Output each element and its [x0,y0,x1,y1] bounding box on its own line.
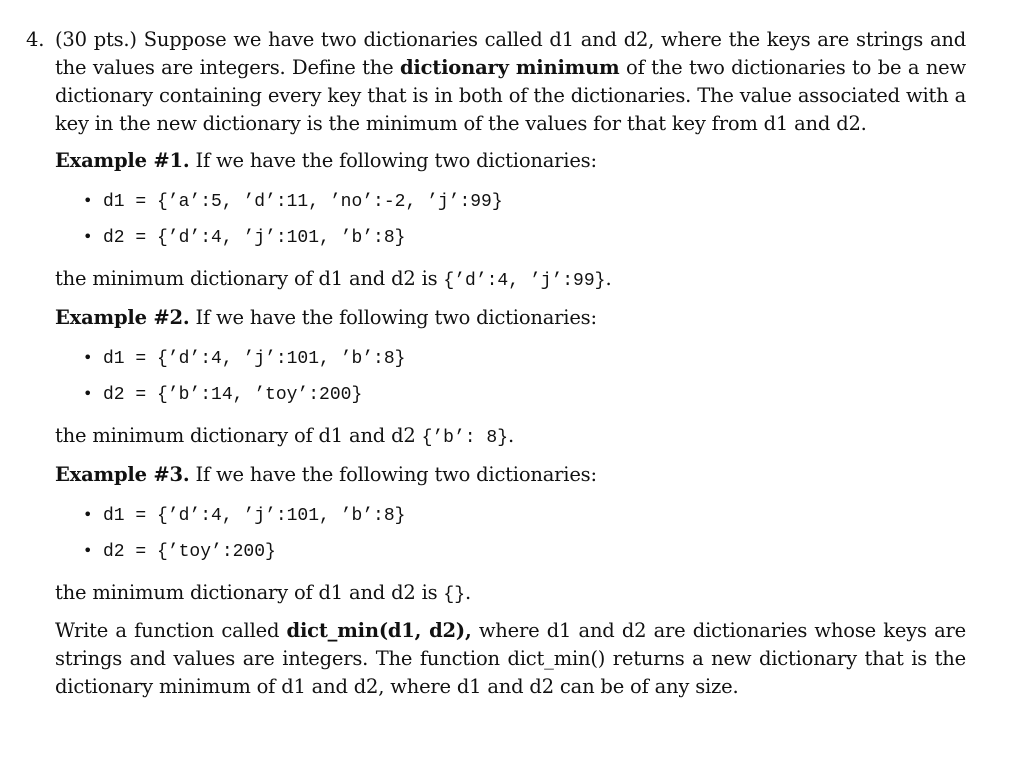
example-1-title: Example #1. [55,149,190,172]
example-2-list [26,340,966,412]
example-3-title: Example #3. [55,463,190,486]
example-3-heading [26,461,966,489]
problem-points: (30 pts.) [55,28,137,51]
example-3-d1-code: d1 = {’d’:4, ’j’:101, ’b’:8} [103,506,406,526]
bullet-icon: • [83,505,93,524]
bullet-icon: • [83,348,93,367]
example-1-result-value: {’d’:4, ’j’:99} [443,271,606,291]
closing-paragraph [26,617,966,701]
example-1-d1 [55,183,966,219]
function-signature: dict_min(d1, d2), [286,619,472,642]
bullet-icon: • [83,191,93,210]
problem-document [26,26,966,701]
example-3-list [26,497,966,569]
example-3-result [26,579,966,609]
example-3-d1 [55,497,966,533]
problem-number: 4. [26,28,45,51]
example-1-result-prefix: the minimum dictionary of d1 and d2 is [55,267,438,290]
example-3-result-prefix: the minimum dictionary of d1 and d2 is [55,581,438,604]
example-3-d2-code: d2 = {’toy’:200} [103,542,276,562]
bold-term: dictionary minimum [399,56,620,79]
example-2-result-suffix: . [508,424,514,447]
example-3-d2 [55,533,966,569]
closing-part2: where d1 and d2 are dictionaries whose keys are strings and values are integers. The function dict_min() returns a new dictionary that is the dictionary minimum of d1 and d2, where d1 and d2 can be of any size. [55,619,966,698]
problem-statement [26,26,966,138]
closing-part1: Write a function called [55,619,280,642]
example-2-result [26,422,966,452]
example-2-d1 [55,340,966,376]
bullet-icon: • [83,227,93,246]
example-1-d1-code: d1 = {’a’:5, ’d’:11, ’no’:-2, ’j’:99} [103,192,503,212]
example-2-d1-code: d1 = {’d’:4, ’j’:101, ’b’:8} [103,349,406,369]
example-2-d2-code: d2 = {’b’:14, ’toy’:200} [103,385,363,405]
example-3-result-suffix: . [465,581,472,604]
example-3-lead: If we have the following two dictionaries: [195,463,597,486]
problem-intro-part1: Suppose we have two dictionaries called d1 and d2, where the keys are strings and the values are integers. Define the [55,28,967,79]
example-2-result-value: {’b’: 8} [421,428,508,448]
example-1-d2 [55,219,966,255]
bullet-icon: • [83,541,93,560]
example-2-title: Example #2. [55,306,190,329]
example-1-list [26,183,966,255]
problem-intro-part2: of the two dictionaries to be a new dictionary containing every key that is in both of the dictionaries. The value associated with a key in the new dictionary is the minimum of the values for that key from d1 and d2. [55,56,967,135]
example-2-d2 [55,376,966,412]
example-3-result-value: {} [443,585,466,605]
example-2-result-prefix: the minimum dictionary of d1 and d2 [55,424,416,447]
example-1-lead: If we have the following two dictionaries: [195,149,597,172]
example-1-result [26,265,966,295]
example-1-result-suffix: . [605,267,612,290]
example-1-d2-code: d2 = {’d’:4, ’j’:101, ’b’:8} [103,228,406,248]
example-1-heading [26,147,966,175]
example-2-lead: If we have the following two dictionaries: [195,306,597,329]
bullet-icon: • [83,384,93,403]
example-2-heading [26,304,966,332]
